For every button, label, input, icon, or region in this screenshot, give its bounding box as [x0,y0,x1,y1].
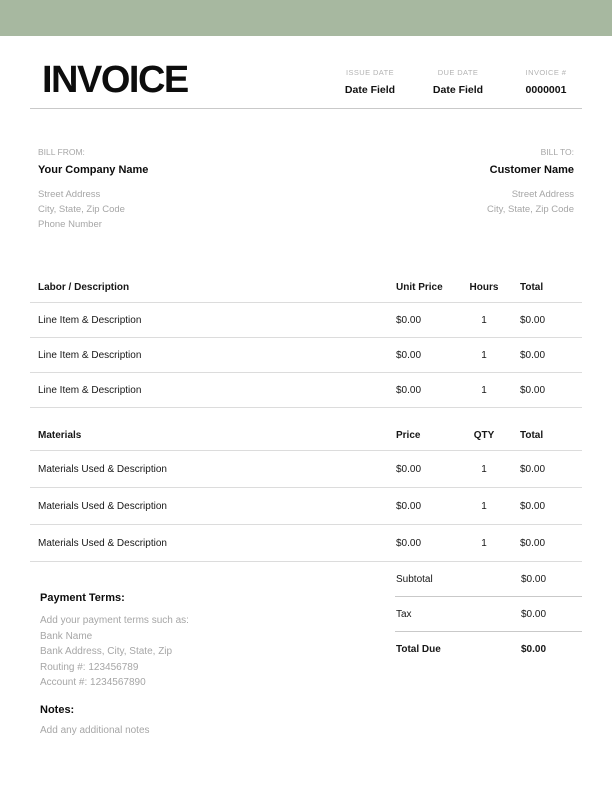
materials-row-qty: 1 [481,500,487,512]
labor-row-total: $0.00 [520,384,546,396]
labor-header-total: Total [520,282,544,293]
bill-from-block [38,147,148,232]
materials-row-description: Materials Used & Description [38,500,167,512]
labor-row-hours: 1 [481,349,487,361]
issue-date-field [326,68,414,100]
labor-header-hours: Hours [469,282,499,293]
labor-row-total: $0.00 [520,314,546,326]
payment-terms-line: Routing #: 123456789 [40,661,139,673]
materials-row-description: Materials Used & Description [38,463,167,475]
labor-table-row [30,338,582,373]
labor-table [30,282,582,408]
materials-table-row [30,488,582,525]
payment-terms-heading: Payment Terms: [40,592,125,604]
billing-section [30,147,582,232]
bill-from-street: Street Address [38,189,101,200]
notes-heading: Notes: [40,703,75,716]
payment-terms-lines [40,613,330,691]
materials-header-description: Materials [38,430,82,441]
materials-row-price: $0.00 [396,537,422,549]
materials-row-qty: 1 [481,463,487,475]
total-due-row [395,632,582,667]
labor-row-description: Line Item & Description [38,349,142,361]
tax-value: $0.00 [521,608,547,620]
bill-from-label: BILL FROM: [38,147,85,157]
header-fields [326,60,590,100]
labor-row-hours: 1 [481,384,487,396]
total-due-label: Total Due [396,644,441,655]
invoice-number-field [502,68,590,100]
page-content [0,36,612,736]
bottom-section [30,562,582,736]
subtotal-value: $0.00 [521,573,547,585]
bill-from-phone: Phone Number [38,219,102,230]
materials-table-header [30,430,582,451]
labor-header-unit-price: Unit Price [396,282,443,293]
subtotal-label: Subtotal [396,573,433,585]
labor-table-row [30,303,582,338]
materials-table [30,430,582,562]
due-date-value: Date Field [432,84,484,96]
accent-bar-top [0,0,612,36]
bill-to-city: City, State, Zip Code [487,204,574,215]
bill-to-block [487,147,574,232]
materials-row-description: Materials Used & Description [38,537,167,549]
labor-row-unit-price: $0.00 [396,314,422,326]
bill-from-city: City, State, Zip Code [38,204,125,215]
payment-terms-line: Add your payment terms such as: [40,615,189,626]
materials-row-total: $0.00 [520,500,546,512]
labor-table-header [30,282,582,303]
tax-row [395,597,582,632]
bill-from-address [38,187,148,232]
invoice-header [30,36,582,100]
materials-row-qty: 1 [481,537,487,549]
labor-row-unit-price: $0.00 [396,349,422,361]
issue-date-label: ISSUE DATE [345,68,395,77]
due-date-field [414,68,502,100]
labor-row-hours: 1 [481,314,487,326]
invoice-number-label: INVOICE # [525,68,567,77]
labor-row-unit-price: $0.00 [396,384,422,396]
labor-table-row [30,373,582,408]
tax-label: Tax [396,608,412,620]
header-divider [30,108,582,109]
bill-to-name: Customer Name [489,164,574,176]
materials-row-price: $0.00 [396,463,422,475]
bill-to-label: BILL TO: [540,147,574,157]
issue-date-value: Date Field [344,84,396,96]
notes-line: Add any additional notes [40,724,150,736]
invoice-number-value: 0000001 [525,84,567,96]
payment-terms-line: Bank Name [40,630,93,642]
labor-row-description: Line Item & Description [38,314,142,326]
materials-table-row [30,525,582,562]
materials-header-total: Total [520,430,544,441]
totals-block [395,562,582,736]
materials-row-price: $0.00 [396,500,422,512]
materials-header-price: Price [396,430,421,441]
materials-header-qty: QTY [473,430,495,441]
due-date-label: DUE DATE [437,68,479,77]
labor-row-description: Line Item & Description [38,384,142,396]
bill-to-address [487,187,574,217]
bill-to-street: Street Address [511,189,574,200]
materials-row-total: $0.00 [520,463,546,475]
page-title: INVOICE [42,59,188,101]
payment-terms-line: Account #: 1234567890 [40,677,146,688]
payment-terms-block [30,562,330,736]
materials-table-row [30,451,582,488]
labor-header-description: Labor / Description [38,282,130,293]
total-due-value: $0.00 [521,644,547,655]
materials-row-total: $0.00 [520,537,546,549]
subtotal-row [395,562,582,597]
labor-row-total: $0.00 [520,349,546,361]
bill-from-name: Your Company Name [38,164,149,176]
payment-terms-line: Bank Address, City, State, Zip [40,646,173,657]
